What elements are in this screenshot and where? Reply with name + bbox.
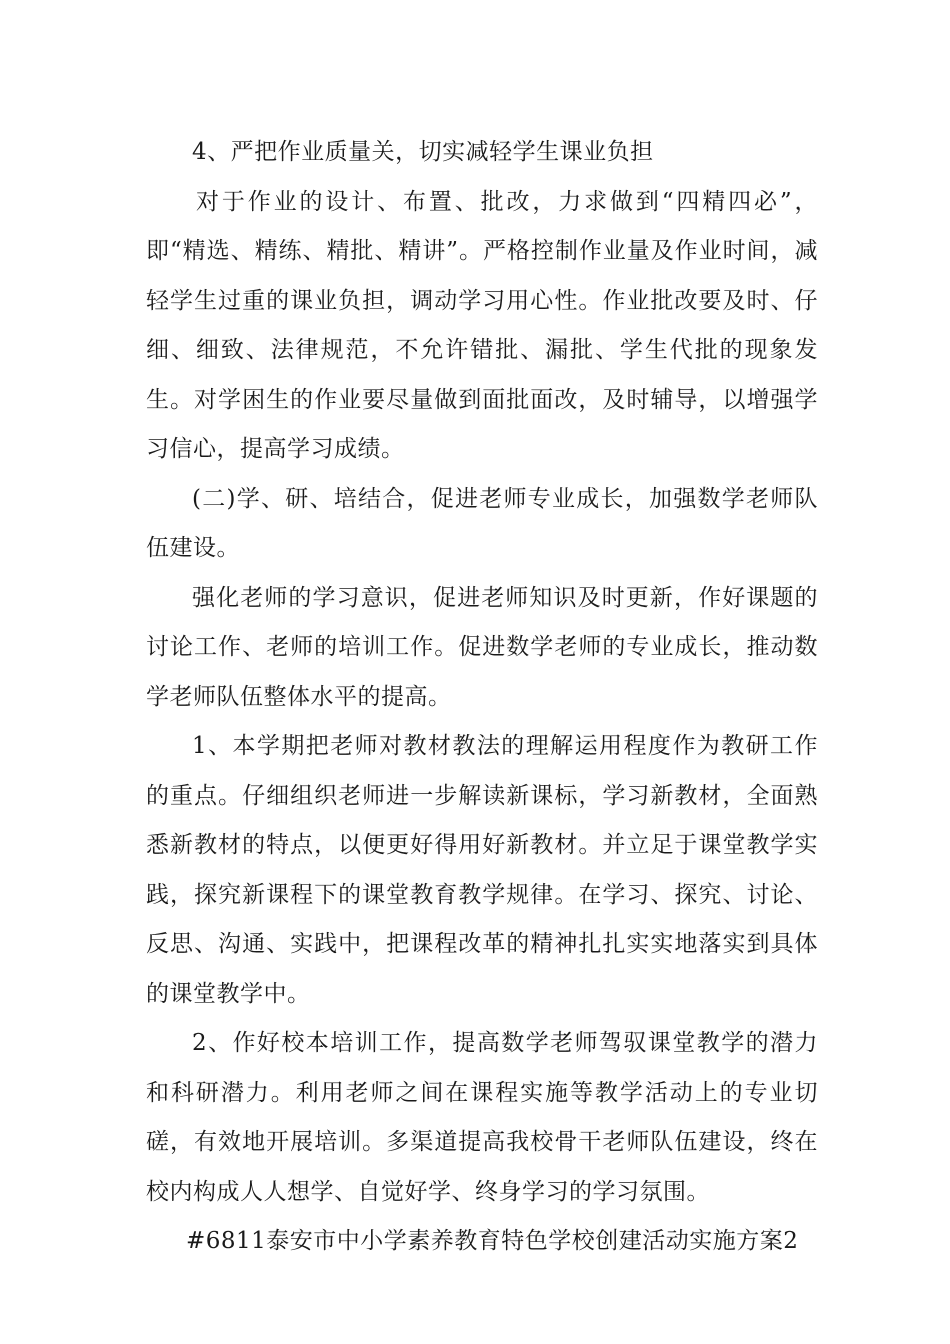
section-heading-teacher-growth: (二)学、研、培结合，促进老师专业成长，加强数学老师队伍建设。 xyxy=(146,485,818,561)
next-document-title: #6811泰安市中小学素养教育特色学校创建活动实施方案2 xyxy=(186,1228,799,1254)
paragraph-textbook-methods: 1、本学期把老师对教材教法的理解运用程度作为教研工作的重点。仔细组织老师进一步解读新课标，学习新教材，全面熟悉新教材的特点，以便更好得用好新教材。并立足于课堂教学实践，探究新课程下的课堂教育教学规律。在学习、探究、讨论、反思、沟通、实践中，把课程改革的精神扎扎实实地落实到具体的课堂教学中。 xyxy=(146,733,818,1007)
section-heading-homework-quality: 4、严把作业质量关，切实减轻学生课业负担 xyxy=(192,139,654,165)
paragraph-learning-awareness: 强化老师的学习意识，促进老师知识及时更新，作好课题的讨论工作、老师的培训工作。促进数学老师的专业成长，推动数学老师队伍整体水平的提高。 xyxy=(146,584,818,710)
paragraph-school-training: 2、作好校本培训工作，提高数学老师驾驭课堂教学的潜力和科研潜力。利用老师之间在课程实施等教学活动上的专业切磋，有效地开展培训。多渠道提高我校骨干老师队伍建设，终在校内构成人人想学、自觉好学、终身学习的学习氛围。 xyxy=(146,1030,818,1205)
document-body xyxy=(146,128,818,1267)
paragraph-homework-design: 对于作业的设计、布置、批改，力求做到“四精四必”，即“精选、精练、精批、精讲”。严格控制作业量及作业时间，减轻学生过重的课业负担，调动学习用心性。作业批改要及时、仔细、细致、法律规范，不允许错批、漏批、学生代批的现象发生。对学困生的作业要尽量做到面批面改，及时辅导，以增强学习信心，提高学习成绩。 xyxy=(146,188,818,462)
